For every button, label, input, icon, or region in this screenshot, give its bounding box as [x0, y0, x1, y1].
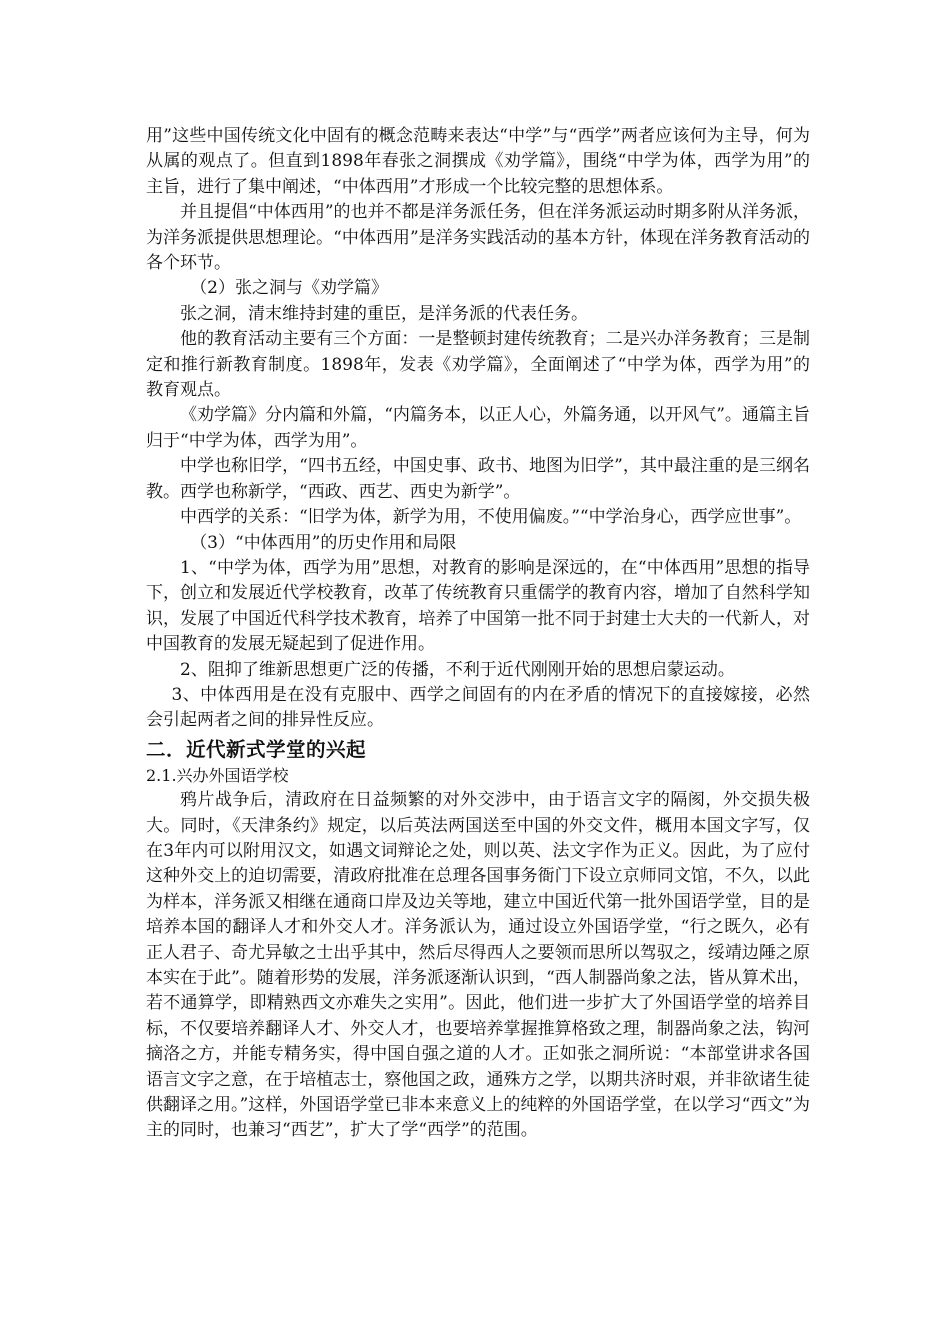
paragraph: 中西学的关系：“旧学为体，新学为用，不使用偏废。”“中学治身心，西学应世事”。 — [180, 507, 802, 528]
paragraph: 用”这些中国传统文化中固有的概念范畴来表达“中学”与“西学”两者应该何为主导，何为从属的观点了。但直到1898年春张之洞撰成《劝学篇》，围绕“中学为体，西学为用”的主旨，进行了集中阐述，“中体西用”才形成一个比较完整的思想体系。 — [146, 126, 810, 197]
paragraph: 3、中体西用是在没有克服中、西学之间固有的内在矛盾的情况下的直接嫁接，必然会引起两者之间的排异性反应。 — [146, 684, 810, 731]
paragraph: 鸦片战争后，清政府在日益频繁的对外交涉中，由于语言文字的隔阂，外交损失极大。同时，《天津条约》规定，以后英法两国送至中国的外交文件，概用本国文字写，仅在3年内可以附用汉文，如遇文词辩论之处，则以英、法文字作为正义。因此，为了应付这种外交上的迫切需要，清政府批准在总理各国事务衙门下设立京师同文馆，不久，以此为样本，洋务派又相继在通商口岸及边关等地，建立中国近代第一批外国语学堂，目的是培养本国的翻译人才和外交人才。洋务派认为，通过设立外国语学堂，“行之既久，必有正人君子、奇尤异敏之士出乎其中，然后尽得西人之要领而思所以驾驭之，绥靖边陲之原本实在于此”。随着形势的发展，洋务派逐渐认识到，“西人制器尚象之法，皆从算术出，若不通算学，即精熟西文亦难失之实用”。因此，他们进一步扩大了外国语学堂的培养目标，不仅要培养翻译人才、外交人才，也要培养掌握推算格致之理，制器尚象之法，钩河摘洛之方，并能专精务实，得中国自强之道的人才。正如张之洞所说：“本部堂讲求各国语言文字之意，在于培植志士，察他国之政，通殊方之学，以期共济时艰，并非欲诸生徒供翻译之用。”这样，外国语学堂已非本来意义上的纯粹的外国语学堂，在以学习“西文”为主的同时，也兼习“西艺”，扩大了学“西学”的范围。 — [146, 790, 810, 1141]
subsection-heading: 2.1.兴办外国语学校 — [146, 765, 289, 785]
paragraph: 张之洞，清末维持封建的重臣，是洋务派的代表任务。 — [180, 303, 588, 324]
paragraph: 《劝学篇》分内篇和外篇，“内篇务本，以正人心，外篇务通，以开风气”。通篇主旨归于“中学为体，西学为用”。 — [146, 405, 810, 451]
subheading-historical-role: （3）“中体西用”的历史作用和局限 — [190, 532, 457, 553]
paragraph: 并且提倡“中体西用”的也并不都是洋务派任务，但在洋务派运动时期多附从洋务派，为洋务派提供思想理论。“中体西用”是洋务实践活动的基本方针，体现在洋务教育活动的各个环节。 — [146, 202, 810, 274]
paragraph: 2、阻抑了维新思想更广泛的传播，不利于近代刚刚开始的思想启蒙运动。 — [180, 659, 735, 680]
paragraph: 1、“中学为体，西学为用”思想，对教育的影响是深远的，在“中体西用”思想的指导下，创立和发展近代学校教育，改革了传统教育只重儒学的教育内容，增加了自然科学知识，发展了中国近代科学技术教育，培养了中国第一批不同于封建士大夫的一代新人，对中国教育的发展无疑起到了促进作用。 — [146, 557, 810, 655]
document-page — [146, 124, 810, 1144]
paragraph: 中学也称旧学，“四书五经，中国史事、政书、地图为旧学”，其中最注重的是三纲名教。西学也称新学，“西政、西艺、西史为新学”。 — [146, 456, 810, 502]
section-heading: 二．近代新式学堂的兴起 — [146, 737, 367, 761]
subheading-zhang-zhidong: （2）张之洞与《劝学篇》 — [190, 278, 389, 299]
paragraph: 他的教育活动主要有三个方面：一是整顿封建传统教育；二是兴办洋务教育；三是制定和推行新教育制度。1898年，发表《劝学篇》，全面阐述了“中学为体，西学为用”的教育观点。 — [146, 329, 810, 401]
